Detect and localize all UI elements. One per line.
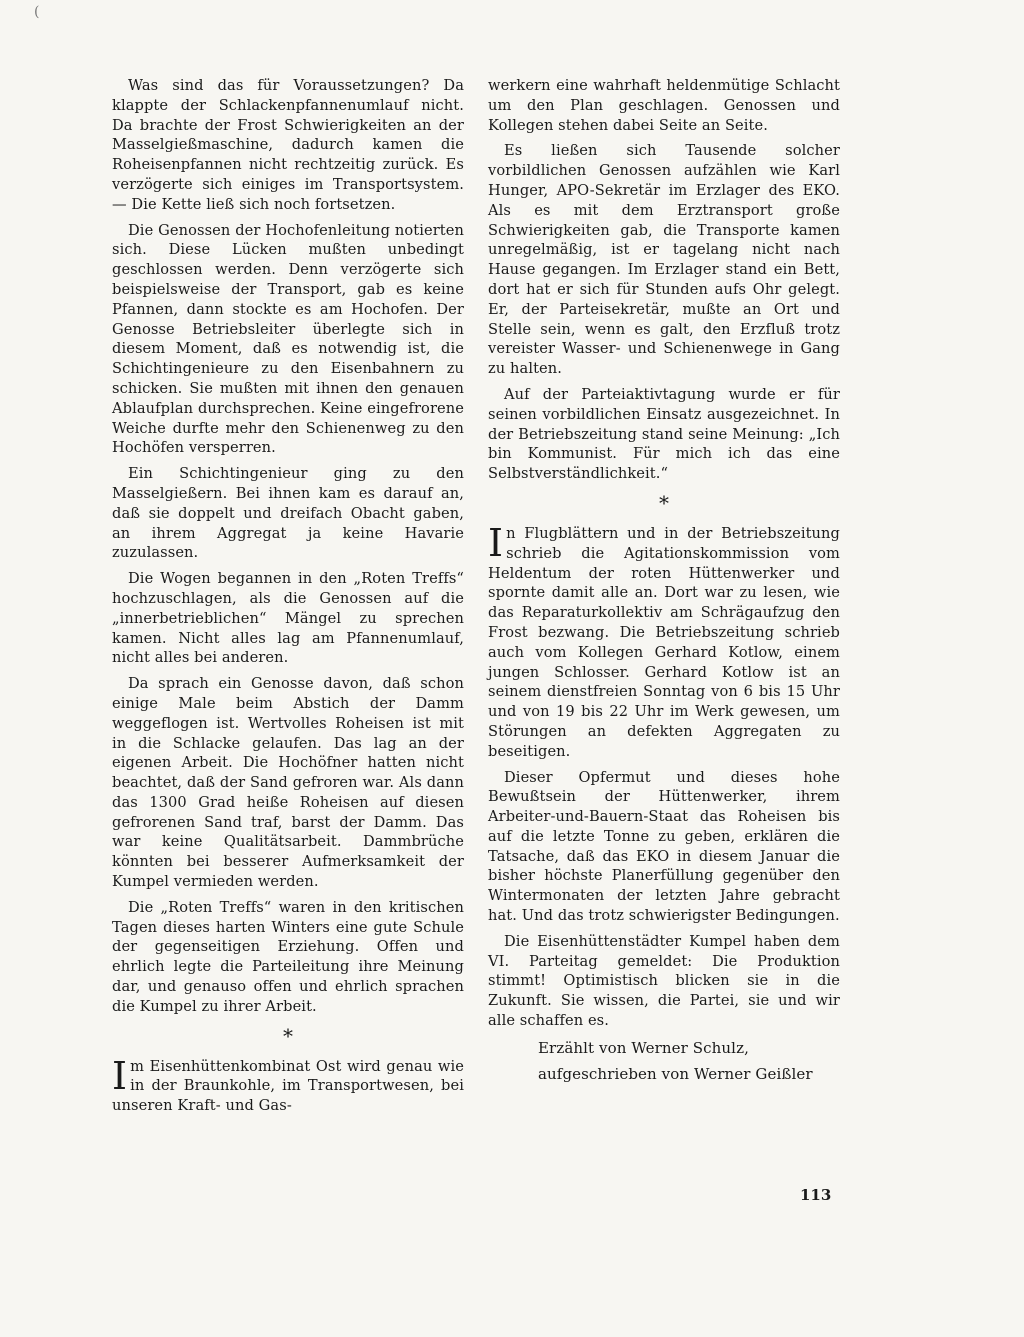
paragraph-text: n Flugblättern und in der Betriebszeitung schrieb die Agitationskommission vom Heldentum der roten Hüttenwerker und spornte damit alle an. Dort war zu lesen, wie das Reparaturkollektiv am Schrägaufzug den Frost bezwang. Die Betriebszeitung schrieb auch vom Kollegen Gerhard Kotlow, einem jungen Schlosser. Gerhard Kotlow ist an seinem dienstfreien Sonntag von 6 bis 15 Uhr und von 19 bis 22 Uhr im Werk gewesen, um Störungen an defekten Aggregaten zu beseitigen. bbox=[488, 524, 840, 760]
margin-mark: ( bbox=[34, 4, 40, 20]
signature-line-1: Erzählt von Werner Schulz, bbox=[538, 1038, 749, 1057]
paragraph: Die „Roten Treffs“ waren in den kritischen Tagen dieses harten Winters eine gute Schule der gegenseitigen Erziehung. Offen und ehrlich legte die Parteileitung ihre Meinung dar, und genauso offen und ehrlich sprachen die Kumpel zu ihrer Arbeit. bbox=[112, 898, 464, 1015]
drop-cap: I bbox=[112, 1053, 128, 1098]
signature-block bbox=[488, 1037, 840, 1085]
paragraph: Da sprach ein Genosse davon, daß schon einige Male beim Abstich der Damm weggeflogen ist. Wertvolles Roheisen ist mit in die Schlacke gelaufen. Das lag an der eigenen Arbeit. Die Hochöfner hatten nicht beachtet, daß der Sand gefroren war. Als dann das 1300 Grad heiße Roheisen auf diesen gefrorenen Sand traf, barst der Damm. Das war keine Qualitätsarbeit. Dammbrüche könnten bei besserer Aufmerksamkeit der Kumpel vermieden werden. bbox=[112, 675, 464, 891]
paragraph: Was sind das für Voraussetzungen? Da klappte der Schlackenpfannenumlauf nicht. Da brachte der Frost Schwierigkeiten an der Masselgießmaschine, dadurch kamen die Roheisenpfannen nicht rechtzeitig zurück. Es verzögerte sich einiges im Transportsystem. — Die Kette ließ sich noch fortsetzen. bbox=[112, 77, 464, 213]
left-column bbox=[112, 76, 464, 1122]
drop-cap: I bbox=[488, 520, 504, 565]
paragraph: Dieser Opfermut und dieses hohe Bewußtsein der Hüttenwerker, ihrem Arbeiter-und-Bauern-Staat das Roheisen bis auf die letzte Tonne zu geben, erklären die Tatsache, daß das EKO in diesem Januar die bisher höchste Planerfüllung gegenüber den Wintermonaten der letzten Jahre gebracht hat. Und das trotz schwierigster Bedingungen. bbox=[488, 768, 840, 925]
paragraph-dropcap bbox=[112, 1053, 464, 1116]
paragraph-text: m Eisenhüttenkombinat Ost wird genau wie in der Braunkohle, im Transportwesen, bei unseren Kraft- und Gas- bbox=[112, 1057, 464, 1115]
right-column bbox=[488, 76, 840, 1089]
paragraph: Die Wogen begannen in den „Roten Treffs“ hochzuschlagen, als die Genossen auf die „innerbetrieblichen“ Mängel zu sprechen kamen. Nicht alles lag am Pfannenumlauf, nicht alles bei anderen. bbox=[112, 570, 464, 667]
section-separator-asterisk: * bbox=[659, 490, 669, 515]
paragraph: Ein Schichtingenieur ging zu den Masselgießern. Bei ihnen kam es darauf an, daß sie doppelt und dreifach Obacht gaben, an ihrem Aggregat ja keine Havarie zuzulassen. bbox=[112, 465, 464, 562]
section-separator-asterisk: * bbox=[283, 1023, 293, 1048]
paragraph: Die Eisenhüttenstädter Kumpel haben dem VI. Parteitag gemeldet: Die Produktion stimmt! Optimistisch blicken sie in die Zukunft. Sie wissen, die Partei, sie und wir alle schaffen es. bbox=[488, 932, 840, 1030]
paragraph: werkern eine wahrhaft heldenmütige Schlacht um den Plan geschlagen. Genossen und Kollegen stehen dabei Seite an Seite. bbox=[488, 77, 840, 134]
paragraph: Auf der Parteiaktivtagung wurde er für seinen vorbildlichen Einsatz ausgezeichnet. In der Betriebszeitung stand seine Meinung: „Ich bin Kommunist. Für mich ich das eine Selbstverständlichkeit.“ bbox=[488, 385, 840, 483]
signature-line-2: aufgeschrieben von Werner Geißler bbox=[538, 1064, 813, 1083]
paragraph-dropcap bbox=[488, 520, 840, 762]
paragraph: Die Genossen der Hochofenleitung notierten sich. Diese Lücken mußten unbedingt geschlossen werden. Denn verzögerte sich beispielsweise der Transport, gab es keine Pfannen, dann stockte es am Hochofen. Der Genosse Betriebsleiter überlegte sich in diesem Moment, daß es notwendig ist, die Schichtingenieure zu den Eisenbahnern zu schicken. Sie mußten mit ihnen den genauen Ablaufplan durchsprechen. Keine eingefrorene Weiche durfte mehr den Schienenweg zu den Hochöfen versperren. bbox=[112, 221, 464, 457]
page-number: 113 bbox=[800, 1186, 832, 1204]
paragraph: Es ließen sich Tausende solcher vorbildlichen Genossen aufzählen wie Karl Hunger, APO-Sekretär im Erzlager des EKO. Als es mit dem Erztransport große Schwierigkeiten gab, die Transporte kamen unregelmäßig, ist er tagelang nicht nach Hause gegangen. Im Erzlager stand ein Bett, dort hat er sich für Stunden aufs Ohr gelegt. Er, der Parteisekretär, mußte an Ort und Stelle sein, wenn es galt, den Erzfluß trotz vereister Wasser- und Schienenwege in Gang zu halten. bbox=[488, 142, 840, 378]
